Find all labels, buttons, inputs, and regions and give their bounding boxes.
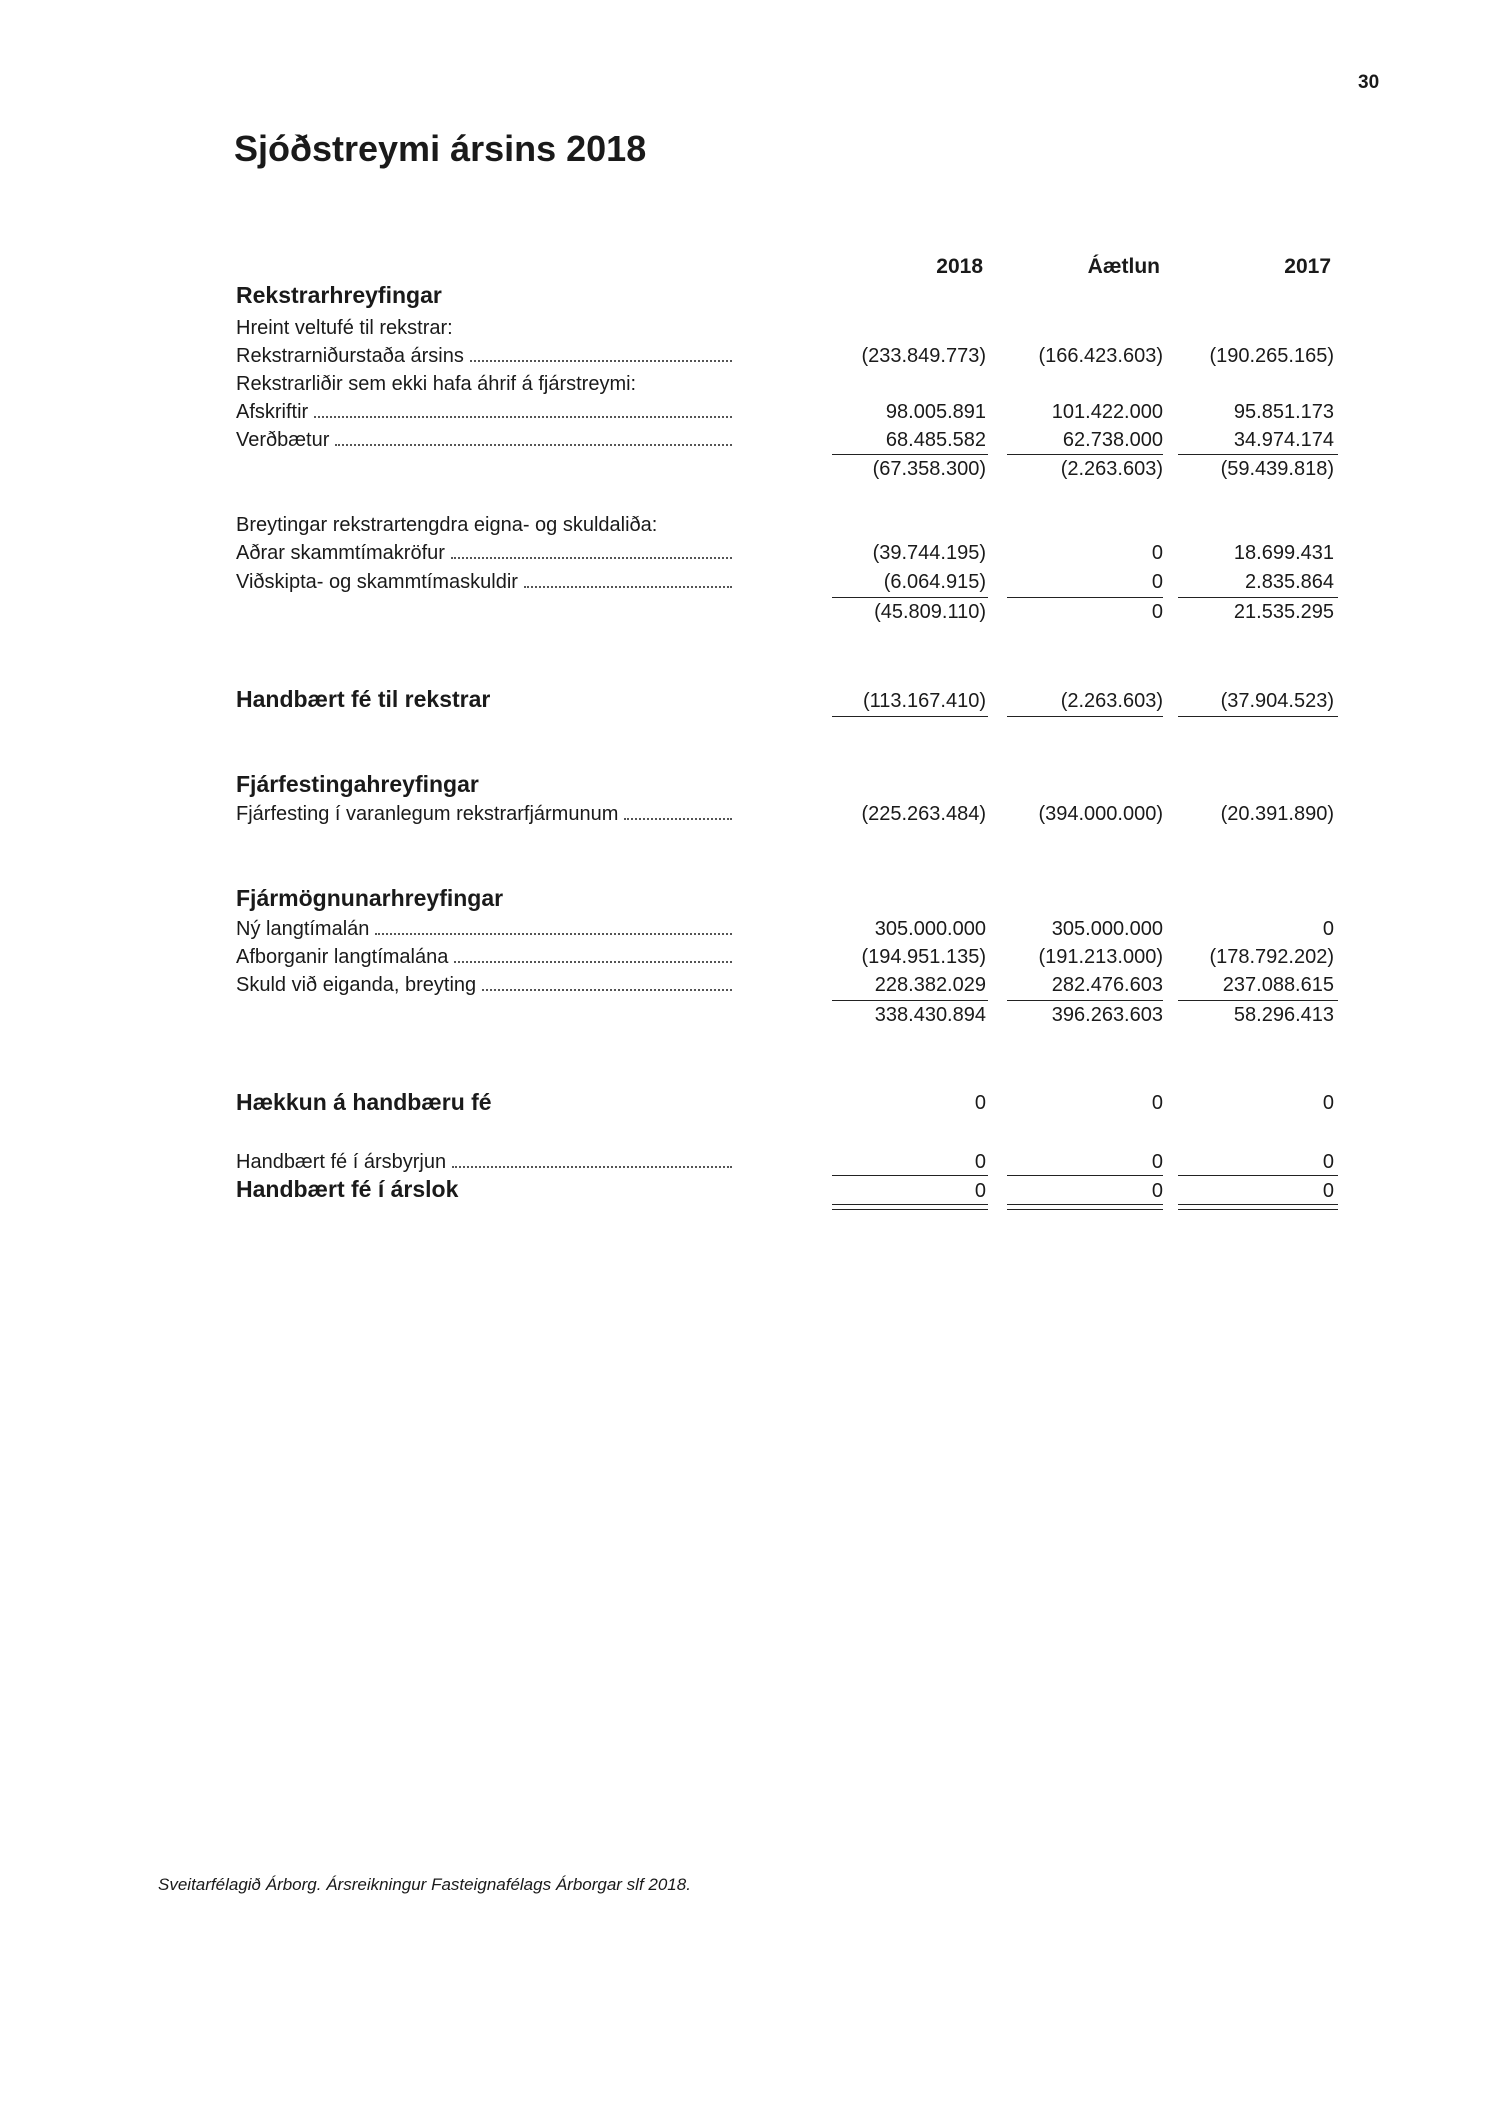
underline — [832, 454, 988, 455]
cell-value: (233.849.773) — [861, 345, 986, 367]
double-underline — [832, 1204, 988, 1205]
cell-value: 0 — [1151, 1180, 1163, 1202]
cell-value: 0 — [1151, 1092, 1163, 1114]
underline — [1007, 597, 1163, 598]
subtotal-value: (45.809.110) — [874, 601, 986, 623]
underline — [1007, 454, 1163, 455]
cell-value: (191.213.000) — [1038, 946, 1163, 968]
underline — [1178, 454, 1338, 455]
cell-value: 95.851.173 — [1233, 401, 1334, 423]
cell-value: 0 — [1322, 918, 1334, 940]
double-underline — [1007, 1209, 1163, 1210]
row-label: Rekstrarniðurstaða ársins — [236, 345, 464, 367]
cell-value: 305.000.000 — [874, 918, 986, 940]
financing-heading: Fjármögnunarhreyfingar — [236, 885, 504, 911]
cell-value: 0 — [1322, 1151, 1334, 1173]
cell-value: 0 — [1151, 542, 1163, 564]
cell-value: (394.000.000) — [1038, 803, 1163, 825]
table-row-cash-begin — [236, 1151, 734, 1174]
operating-total-label: Handbært fé til rekstrar — [236, 686, 491, 712]
row-label: Afskriftir — [236, 401, 309, 423]
cell-value: 98.005.891 — [885, 401, 986, 423]
underline — [832, 1000, 988, 1001]
double-underline — [1007, 1204, 1163, 1205]
cell-value: 0 — [1322, 1092, 1334, 1114]
cash-end-label: Handbært fé í árslok — [236, 1176, 459, 1202]
cell-value: 282.476.603 — [1051, 974, 1163, 996]
subtotal-value: 338.430.894 — [874, 1004, 986, 1026]
subtotal-value: 0 — [1151, 601, 1163, 623]
page-title: Sjóðstreymi ársins 2018 — [234, 128, 647, 169]
cell-value: (39.744.195) — [872, 542, 986, 564]
investing-heading: Fjárfestingahreyfingar — [236, 771, 479, 797]
column-header-2017: 2017 — [1284, 255, 1331, 278]
cell-value: 34.974.174 — [1233, 429, 1334, 451]
table-row-payables — [236, 571, 734, 594]
table-row-owner-debt — [236, 974, 734, 997]
cell-value: 0 — [974, 1092, 986, 1114]
double-underline — [832, 1209, 988, 1210]
cell-value: 101.422.000 — [1051, 401, 1163, 423]
underline — [1007, 1000, 1163, 1001]
subtotal-value: 58.296.413 — [1233, 1004, 1334, 1026]
row-label: Ný langtímalán — [236, 918, 370, 940]
cell-value: (6.064.915) — [883, 571, 986, 593]
table-row-new-loans — [236, 918, 734, 941]
subtotal-value: 21.535.295 — [1233, 601, 1334, 623]
table-row-depreciation — [236, 401, 734, 424]
non-cash-heading: Rekstrarliðir sem ekki hafa áhrif á fjárstreymi: — [236, 373, 637, 395]
total-value: (2.263.603) — [1060, 690, 1163, 712]
cell-value: 68.485.582 — [885, 429, 986, 451]
cell-value: 0 — [1151, 1151, 1163, 1173]
cell-value: 0 — [974, 1151, 986, 1173]
cell-value: (20.391.890) — [1220, 803, 1334, 825]
cell-value: (225.263.484) — [861, 803, 986, 825]
underline — [1007, 1175, 1163, 1176]
subtotal-value: (67.358.300) — [872, 458, 986, 480]
row-label: Fjárfesting í varanlegum rekstrarfjármunum — [236, 803, 619, 825]
total-value: (113.167.410) — [862, 690, 986, 712]
cell-value: 237.088.615 — [1222, 974, 1334, 996]
row-label: Verðbætur — [236, 429, 330, 451]
row-label: Viðskipta- og skammtímaskuldir — [236, 571, 518, 593]
column-header-budget: Áætlun — [1087, 255, 1160, 278]
cell-value: (190.265.165) — [1209, 345, 1334, 367]
double-underline — [1178, 1209, 1338, 1210]
table-row-repayments — [236, 946, 734, 969]
cell-value: (166.423.603) — [1038, 345, 1163, 367]
underline — [832, 716, 988, 717]
underline — [1007, 716, 1163, 717]
column-header-2018: 2018 — [936, 255, 983, 278]
row-label: Handbært fé í ársbyrjun — [236, 1151, 447, 1173]
cell-value: 62.738.000 — [1062, 429, 1163, 451]
table-row-investment — [236, 803, 734, 826]
cell-value: 2.835.864 — [1245, 571, 1334, 593]
cell-value: 305.000.000 — [1051, 918, 1163, 940]
cell-value: 0 — [1322, 1180, 1334, 1202]
table-row-receivables — [236, 542, 734, 565]
underline — [1178, 597, 1338, 598]
subtotal-value: (59.439.818) — [1220, 458, 1334, 480]
row-label: Aðrar skammtímakröfur — [236, 542, 445, 564]
row-label: Afborganir langtímalána — [236, 946, 449, 968]
underline — [1178, 1175, 1338, 1176]
underline — [1178, 1000, 1338, 1001]
changes-heading: Breytingar rekstrartengdra eigna- og skuldaliða: — [236, 514, 658, 536]
underline — [832, 597, 988, 598]
cell-value: 18.699.431 — [1233, 542, 1334, 564]
subtotal-value: (2.263.603) — [1060, 458, 1163, 480]
cell-value: 228.382.029 — [874, 974, 986, 996]
double-underline — [1178, 1204, 1338, 1205]
operating-subheading: Hreint veltufé til rekstrar: — [236, 317, 453, 339]
row-label: Skuld við eiganda, breyting — [236, 974, 477, 996]
total-value: (37.904.523) — [1220, 690, 1334, 712]
table-row-result — [236, 345, 734, 368]
increase-label: Hækkun á handbæru fé — [236, 1089, 492, 1115]
underline — [832, 1175, 988, 1176]
page-number: 30 — [1358, 72, 1380, 93]
subtotal-value: 396.263.603 — [1051, 1004, 1163, 1026]
cell-value: 0 — [1151, 571, 1163, 593]
cell-value: (178.792.202) — [1209, 946, 1334, 968]
cell-value: (194.951.135) — [861, 946, 986, 968]
operating-heading: Rekstrarhreyfingar — [236, 282, 442, 308]
underline — [1178, 716, 1338, 717]
footer-text: Sveitarfélagið Árborg. Ársreikningur Fasteignafélags Árborgar slf 2018. — [158, 1875, 691, 1894]
table-row-indexation — [236, 429, 734, 452]
cell-value: 0 — [974, 1180, 986, 1202]
